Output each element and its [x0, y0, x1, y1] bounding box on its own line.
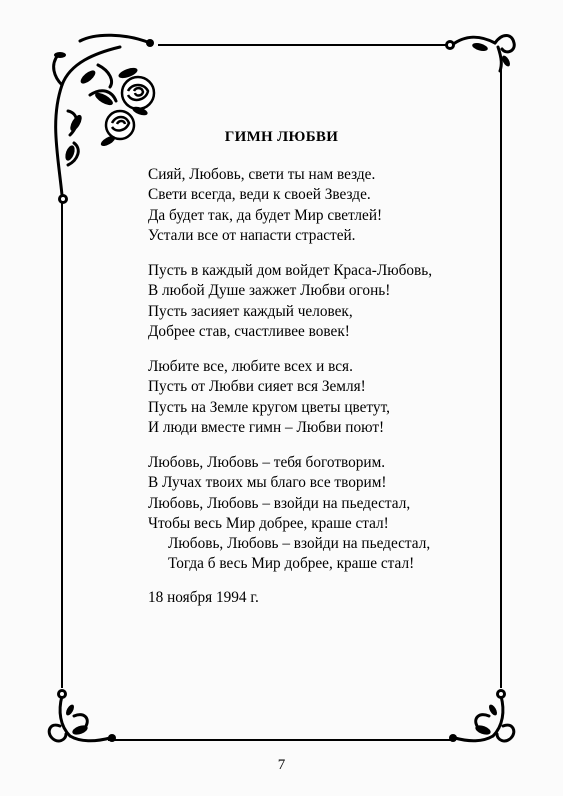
- frame-left-line: [61, 200, 63, 688]
- poem-date: 18 ноября 1994 г.: [148, 589, 259, 606]
- poem-line: Добрее став, счастливее вовек!: [148, 322, 350, 340]
- poem-line: Да будет так, да будет Мир светлей!: [148, 206, 383, 224]
- poem-line: Сияй, Любовь, свети ты нам везде.: [148, 166, 376, 183]
- stanza-3: [148, 357, 390, 438]
- frame-right-line: [500, 58, 502, 688]
- poem-line: Пусть на Земле кругом цветы цветут,: [148, 398, 390, 416]
- stanza-4: [148, 453, 430, 575]
- poem-line: Любовь, Любовь – тебя боготворим.: [148, 454, 386, 471]
- poem-line-refrain: Тогда б весь Мир добрее, краше стал!: [168, 555, 415, 573]
- swirl-corner-bottom-right-icon: [445, 686, 525, 752]
- swirl-corner-top-right-icon: [440, 25, 522, 73]
- frame-bottom-line: [108, 739, 454, 741]
- poem-line: Чтобы весь Мир добрее, краше стал!: [148, 514, 389, 532]
- poem-line: Пусть засияет каждый человек,: [148, 302, 353, 320]
- stanza-1: [148, 165, 382, 246]
- poem-line: Любовь, Любовь – взойди на пьедестал,: [148, 494, 411, 512]
- poem-line: Свети всегда, веди к своей Звезде.: [148, 186, 371, 204]
- swirl-corner-bottom-left-icon: [40, 686, 120, 752]
- poem-line-refrain: Любовь, Любовь – взойди на пьедестал,: [168, 535, 431, 553]
- poem-line: Пусть в каждый дом войдет Краса-Любовь,: [148, 262, 433, 279]
- poem-line: Устали все от напасти страстей.: [148, 226, 356, 244]
- poem-line: В Лучах твоих мы благо все творим!: [148, 474, 387, 492]
- stanza-2: [148, 261, 432, 342]
- poem-line: И люди вместе гимн – Любви поют!: [148, 418, 385, 436]
- poem-line: Пусть от Любви сияет вся Земля!: [148, 378, 366, 396]
- poem-line: В любой Душе зажжет Любви огонь!: [148, 282, 391, 300]
- poem-line: Любите все, любите всех и вся.: [148, 358, 353, 375]
- poem-title: ГИМН ЛЮБВИ: [224, 129, 339, 145]
- frame-top-line: [158, 44, 448, 46]
- page-number: 7: [277, 757, 286, 773]
